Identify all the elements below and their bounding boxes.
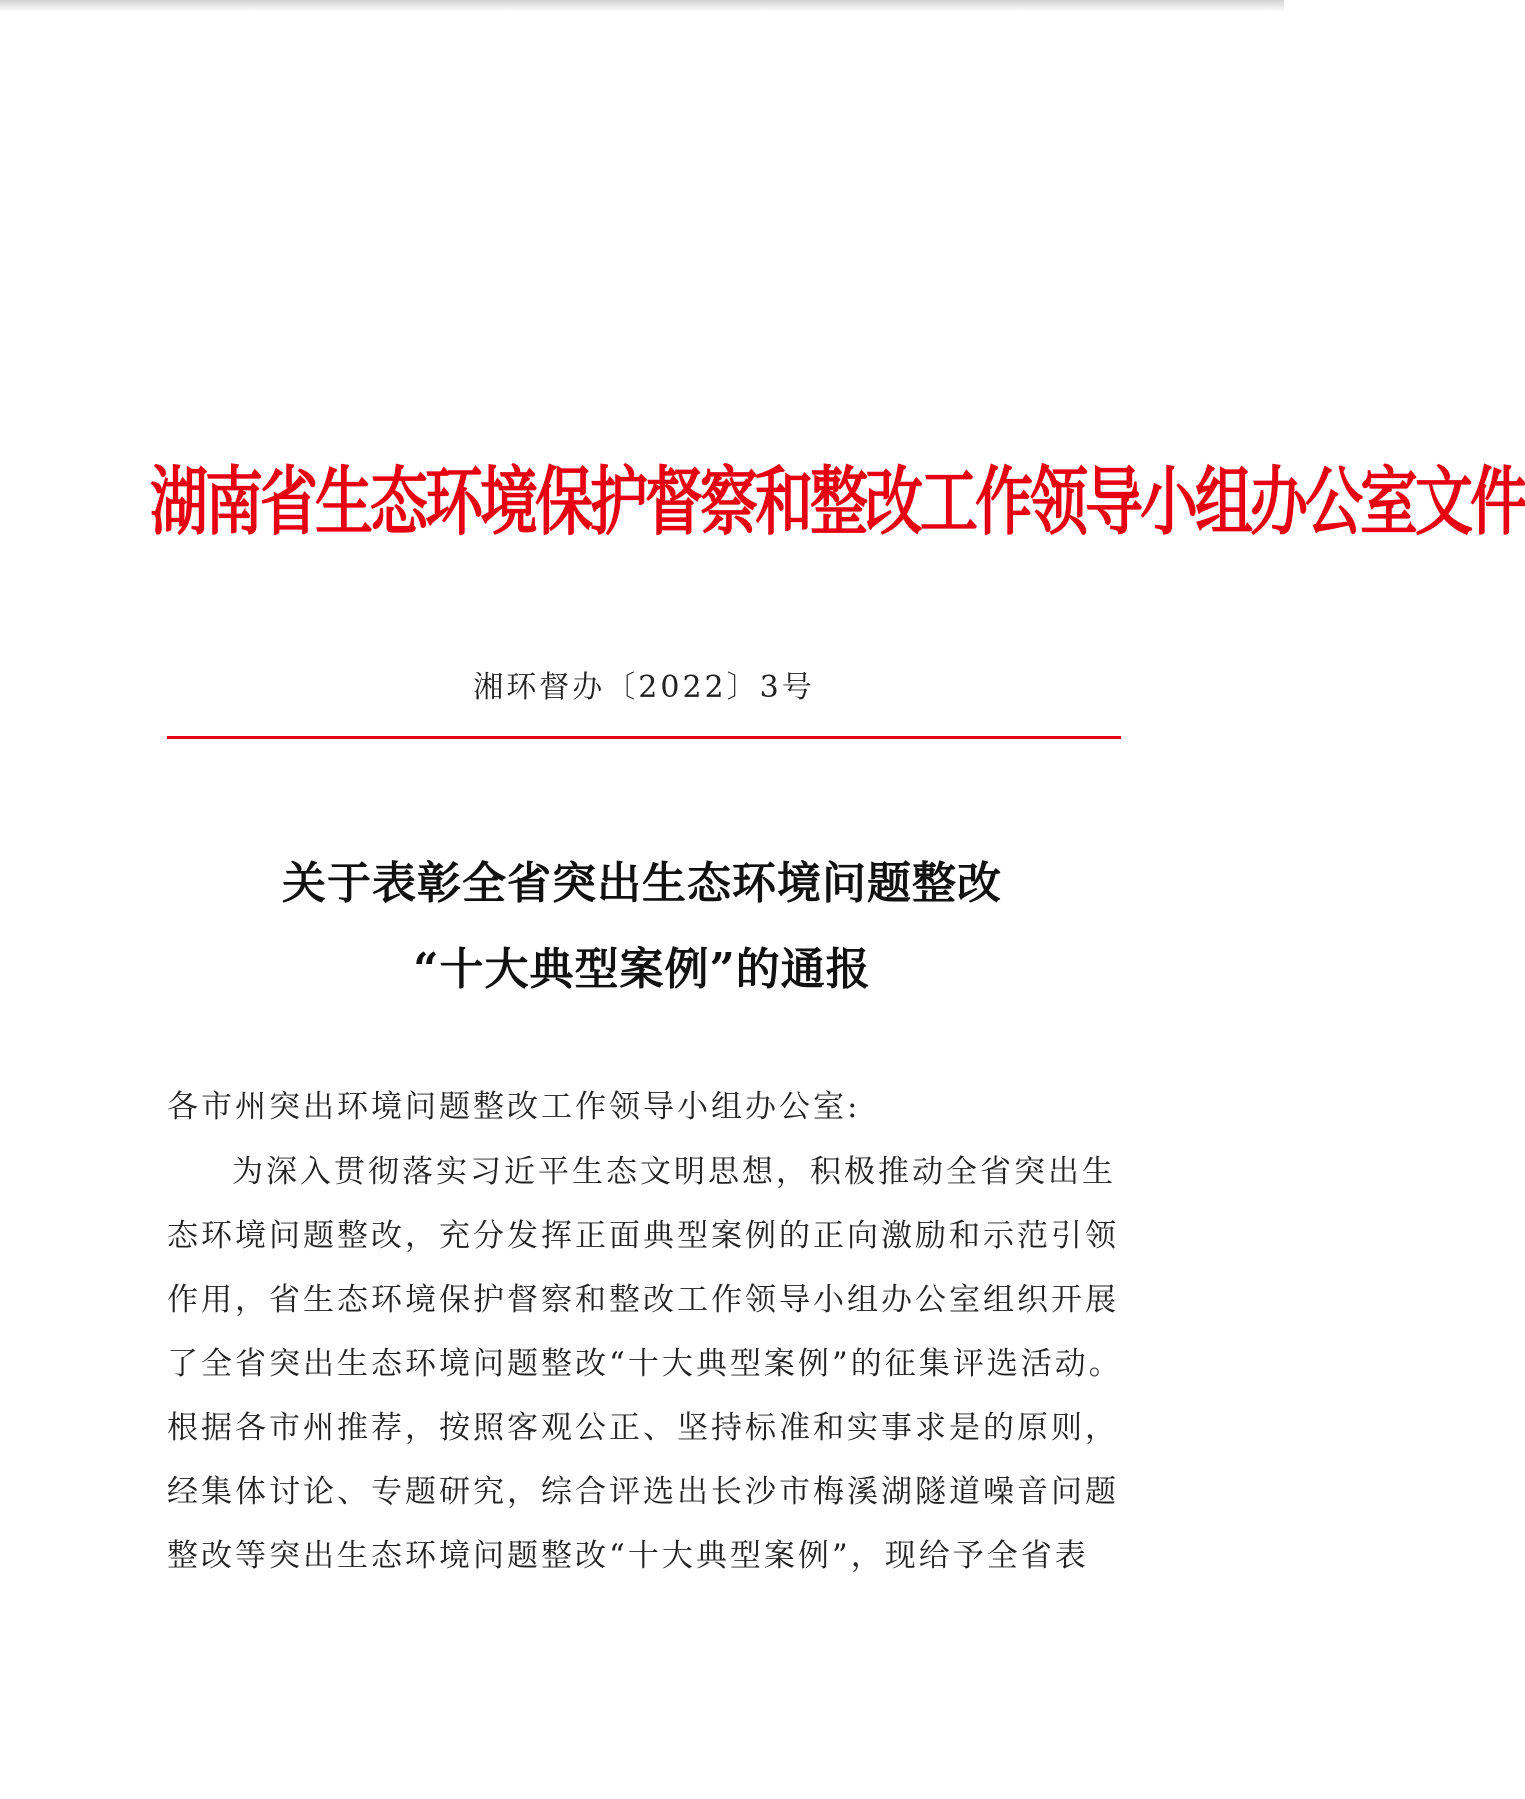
issuer-header: 湖南省生态环境保护督察和整改工作领导小组办公室文件	[150, 458, 1525, 546]
page-top-edge	[0, 0, 1284, 12]
body-line: 根据各市州推荐，按照客观公正、坚持标准和实事求是的原则，	[167, 1410, 1119, 1446]
body-line: 了全省突出生态环境问题整改“十大典型案例”的征集评选活动。	[167, 1346, 1123, 1382]
salutation: 各市州突出环境问题整改工作领导小组办公室:	[167, 1089, 861, 1125]
document-number: 湘环督办〔2022〕3号	[473, 670, 815, 705]
body-line: 经集体讨论、专题研究，综合评选出长沙市梅溪湖隧道噪音问题	[167, 1474, 1119, 1510]
body-line: 作用，省生态环境保护督察和整改工作领导小组办公室组织开展	[167, 1282, 1119, 1318]
document-title-line-2: “十大典型案例”的通报	[413, 944, 871, 995]
body-line: 整改等突出生态环境问题整改“十大典型案例”，现给予全省表	[167, 1538, 1089, 1574]
header-divider	[167, 736, 1121, 739]
document-title-line-1: 关于表彰全省突出生态环境问题整改	[282, 858, 1002, 909]
body-line: 为深入贯彻落实习近平生态文明思想，积极推动全省突出生	[232, 1154, 1116, 1190]
body-line: 态环境问题整改，充分发挥正面典型案例的正向激励和示范引领	[167, 1218, 1119, 1254]
